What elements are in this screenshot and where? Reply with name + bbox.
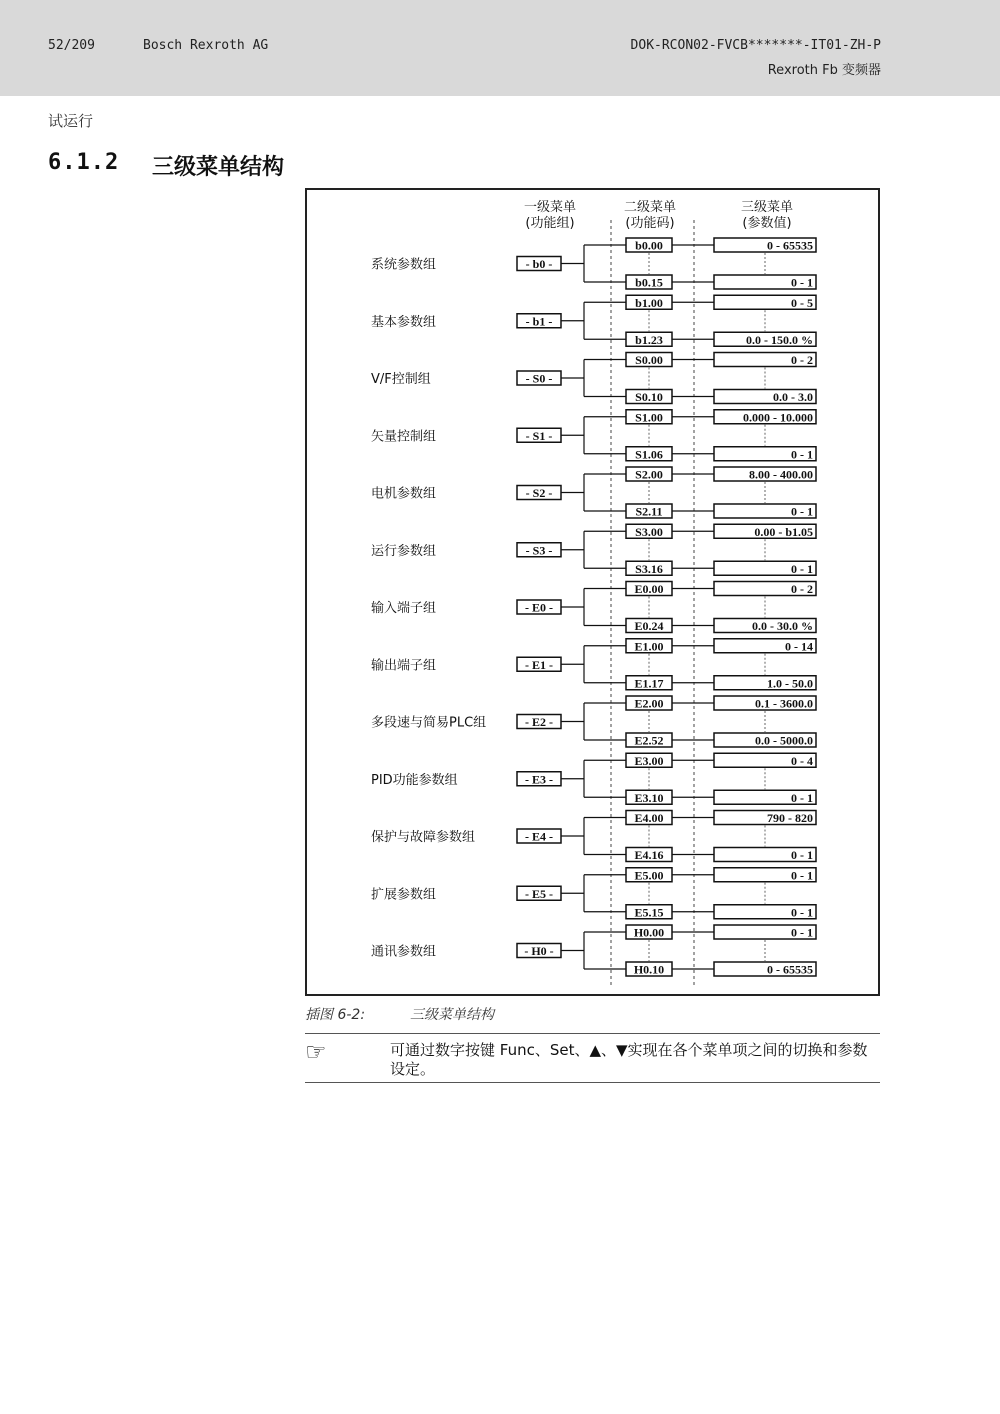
menu-structure-diagram — [305, 188, 880, 996]
level1-code-text: - E0 - — [525, 600, 553, 615]
level2-first-code: H0.00 — [633, 925, 665, 940]
level3-first-value: 0.1 - 3600.0 — [755, 696, 813, 711]
menu-tree-svg — [307, 190, 878, 994]
level2-first-code: S3.00 — [635, 524, 663, 539]
note-box — [305, 1033, 880, 1083]
level2-last-code: b1.23 — [635, 332, 663, 347]
level3-last-value: 0.0 - 30.0 % — [752, 619, 813, 633]
level3-last-value: 0 - 1 — [791, 848, 813, 862]
level3-last-value: 0 - 1 — [791, 790, 813, 805]
group-name-label: PID功能参数组 — [371, 772, 458, 788]
column-header-title: 二级菜单 — [623, 200, 677, 215]
level2-last-code: E2.52 — [634, 733, 664, 748]
level2-last-code: E5.15 — [634, 905, 664, 920]
level2-last-code: H0.10 — [633, 962, 665, 977]
level2-first-code: E5.00 — [634, 868, 664, 883]
level2-first-code: E0.00 — [634, 582, 664, 596]
level1-code-text: - H0 - — [524, 944, 554, 958]
level3-last-value: 0.0 - 3.0 — [773, 390, 813, 404]
level3-first-value: 0 - 1 — [791, 868, 813, 883]
level2-first-code: b0.00 — [635, 238, 663, 253]
group-name-label: 通讯参数组 — [371, 944, 437, 960]
level3-first-value: 0 - 14 — [785, 639, 813, 654]
level3-last-value: 0 - 1 — [791, 504, 813, 519]
level3-last-value: 0 - 1 — [791, 275, 813, 290]
company-name: Bosch Rexroth AG — [143, 38, 269, 53]
level1-code-text: - S1 - — [525, 428, 553, 443]
group-name-label: 基本参数组 — [371, 314, 437, 330]
level3-first-value: 0.000 - 10.000 — [743, 410, 813, 425]
level3-first-value: 0 - 1 — [791, 925, 813, 940]
level2-first-code: S0.00 — [635, 353, 663, 367]
level1-code-text: - E1 - — [525, 657, 553, 672]
level2-last-code: E4.16 — [634, 848, 664, 862]
note-text: 可通过数字按键 Func、Set、▲、▼实现在各个菜单项之间的切换和参数设定。 — [390, 1041, 868, 1078]
group-name-label: 系统参数组 — [371, 257, 437, 273]
level2-first-code: E1.00 — [634, 639, 664, 654]
level2-first-code: E2.00 — [634, 696, 664, 711]
figure-caption-number: 插图 6-2: — [305, 1007, 366, 1023]
group-name-label: 运行参数组 — [371, 543, 437, 559]
product-name: Rexroth Fb 变频器 — [767, 63, 881, 78]
level1-code-text: - b0 - — [525, 257, 553, 271]
level2-last-code: E1.17 — [634, 676, 664, 691]
level3-first-value: 0 - 65535 — [767, 238, 813, 253]
level3-last-value: 1.0 - 50.0 — [767, 676, 813, 691]
level2-first-code: S2.00 — [635, 467, 663, 482]
level1-code-text: - S3 - — [525, 543, 553, 558]
level2-last-code: S3.16 — [635, 561, 663, 576]
level1-code-text: - b1 - — [525, 314, 553, 329]
page-header — [0, 0, 1000, 96]
level2-last-code: S0.10 — [635, 390, 663, 404]
level3-first-value: 0 - 2 — [791, 353, 813, 367]
figure-caption-title: 三级菜单结构 — [410, 1007, 494, 1023]
level3-last-value: 0.0 - 150.0 % — [746, 332, 813, 347]
level3-last-value: 0.0 - 5000.0 — [755, 733, 813, 748]
group-name-label: 矢量控制组 — [371, 429, 437, 445]
level1-code-text: - E3 - — [525, 772, 553, 787]
level1-code-text: - E2 - — [525, 715, 553, 729]
chapter-label: 试运行 — [48, 112, 94, 130]
level2-last-code: E0.24 — [634, 619, 664, 633]
level2-last-code: S1.06 — [635, 447, 663, 462]
column-header-subtitle: (功能码) — [625, 216, 675, 231]
level3-last-value: 0 - 1 — [791, 905, 813, 920]
section-number: 6.1.2 — [48, 150, 120, 175]
pointing-hand-icon: ☞ — [305, 1038, 327, 1066]
level2-last-code: b0.15 — [635, 275, 663, 290]
column-header-title: 三级菜单 — [740, 200, 794, 215]
group-name-label: 输出端子组 — [371, 658, 437, 674]
page-number: 52/209 — [48, 38, 95, 53]
group-name-label: 扩展参数组 — [371, 887, 437, 903]
level2-first-code: b1.00 — [635, 295, 663, 310]
column-header-subtitle: (功能组) — [525, 216, 575, 231]
level3-first-value: 790 - 820 — [767, 811, 813, 825]
group-name-label: 保护与故障参数组 — [371, 830, 476, 845]
level3-first-value: 0 - 4 — [791, 753, 813, 768]
level2-last-code: E3.10 — [634, 790, 664, 805]
section-title: 三级菜单结构 — [152, 155, 285, 180]
level3-last-value: 0 - 1 — [791, 447, 813, 462]
column-header-subtitle: (参数值) — [742, 216, 792, 231]
level1-code-text: - S0 - — [525, 371, 553, 386]
level2-last-code: S2.11 — [635, 504, 663, 519]
level2-first-code: E3.00 — [634, 753, 664, 768]
group-name-label: 输入端子组 — [371, 601, 437, 616]
level1-code-text: - E4 - — [525, 829, 553, 844]
level3-last-value: 0 - 65535 — [767, 962, 813, 977]
level3-first-value: 8.00 - 400.00 — [749, 467, 813, 482]
level1-code-text: - E5 - — [525, 886, 553, 901]
group-name-label: 多段速与简易PLC组 — [371, 715, 487, 731]
level3-first-value: 0 - 2 — [791, 582, 813, 596]
level3-first-value: 0.00 - b1.05 — [754, 524, 813, 539]
level1-code-text: - S2 - — [525, 486, 553, 500]
group-name-label: V/F控制组 — [371, 372, 431, 387]
column-header-title: 一级菜单 — [523, 200, 577, 215]
level3-first-value: 0 - 5 — [791, 295, 813, 310]
level2-first-code: E4.00 — [634, 811, 664, 825]
level3-last-value: 0 - 1 — [791, 561, 813, 576]
level2-first-code: S1.00 — [635, 410, 663, 425]
document-id: DOK-RCON02-FVCB*******-IT01-ZH-P — [630, 38, 881, 53]
group-name-label: 电机参数组 — [371, 486, 437, 502]
